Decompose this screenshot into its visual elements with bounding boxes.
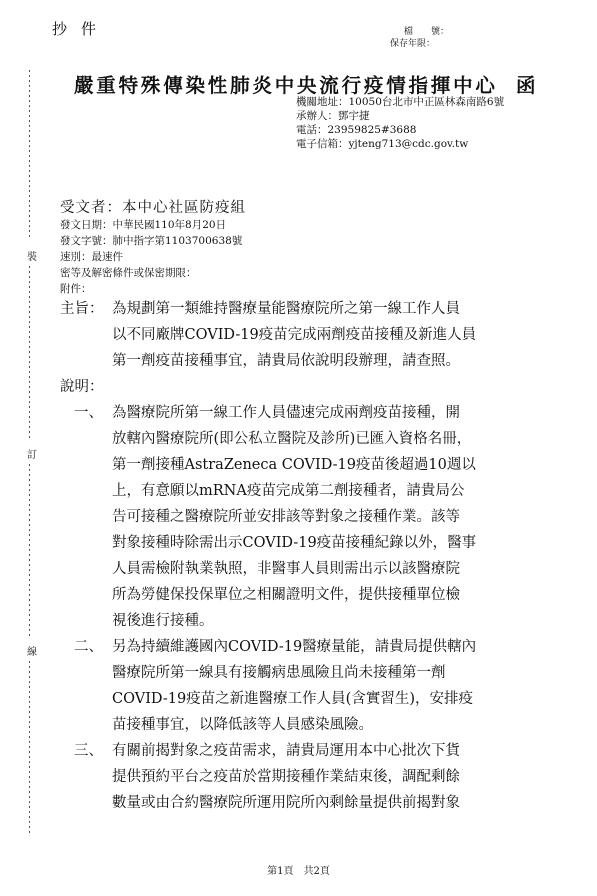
item-line: 告可接種之醫療院所並安排該等對象之接種作業。該等 [112, 509, 460, 525]
item-line: 數量或由合約醫療院所運用院所內剩餘量提供前揭對象 [112, 795, 460, 811]
binding-mark-stitch: 訂 [27, 450, 37, 461]
subject-label: 主旨： [60, 301, 104, 317]
item-line: COVID-19疫苗之新進醫療工作人員(含實習生)，安排疫 [112, 691, 473, 707]
classification: 密等及解密條件或保密期限： [60, 267, 197, 279]
item-number: 一、 [74, 405, 103, 421]
binding-dotted-line [29, 464, 30, 636]
item-line: 有關前揭對象之疫苗需求，請貴局運用本中心批次下貨 [112, 743, 460, 759]
binding-dotted-line [29, 266, 30, 438]
item-number: 二、 [74, 639, 103, 655]
subject-line: 第一劑疫苗接種事宜，請貴局依說明段辦理，請查照。 [112, 353, 460, 369]
item-line: 醫療院所第一線具有接觸病患風險且尚未接種第一劑 [112, 665, 446, 681]
item-line: 對象接種時除需出示COVID-19疫苗接種紀錄以外，醫事 [112, 535, 477, 551]
page-footer: 第1頁 共2頁 [267, 866, 330, 877]
agency-title: 嚴重特殊傳染性肺炎中央流行疫情指揮中心 [74, 74, 498, 97]
recipient: 受文者：本中心社區防疫組 [60, 200, 246, 216]
contact-phone: 電話：23959825#3688 [296, 124, 417, 136]
item-line: 為醫療院所第一線工作人員儘速完成兩劑疫苗接種，開 [112, 405, 460, 421]
item-line: 視後進行接種。 [112, 613, 214, 629]
binding-dotted-line [29, 661, 30, 833]
document-type: 函 [516, 74, 536, 97]
binding-mark-bind: 裝 [27, 252, 37, 263]
subject-line: 以不同廠牌COVID-19疫苗完成兩劑疫苗接種及新進人員 [112, 327, 477, 343]
item-line: 苗接種事宜，以降低該等人員感染風險。 [112, 717, 373, 733]
binding-mark-line: 線 [27, 647, 37, 658]
item-number: 三、 [74, 743, 103, 759]
item-line: 另為持續維護國內COVID-19醫療量能，請貴局提供轄內 [112, 639, 477, 655]
contact-handler: 承辦人：鄧宇捷 [296, 110, 370, 122]
attachments: 附件： [60, 283, 92, 295]
issue-date: 發文日期：中華民國110年8月20日 [60, 219, 227, 231]
explanation-label: 說明： [60, 379, 104, 395]
subject-line: 為規劃第一類維持醫療量能醫療院所之第一線工作人員 [112, 301, 460, 317]
item-line: 提供預約平台之疫苗於當期接種作業結束後，調配剩餘 [112, 769, 460, 785]
retention-label: 保存年限： [390, 39, 436, 49]
copy-mark: 抄件 [52, 20, 111, 38]
contact-address: 機關地址：10050台北市中正區林森南路6號 [296, 96, 505, 108]
document-number: 發文字號：肺中指字第1103700638號 [60, 235, 243, 247]
item-line: 上，有意願以mRNA疫苗完成第二劑接種者，請貴局公 [112, 483, 465, 499]
item-line: 放轄內醫療院所(即公私立醫院及診所)已匯入資格名冊， [112, 431, 472, 447]
contact-email: 電子信箱：yjteng713@cdc.gov.tw [296, 138, 469, 150]
file-number-label: 檔 號： [404, 27, 450, 37]
item-line: 所為勞健保投保單位之相關證明文件，提供接種單位檢 [112, 587, 460, 603]
item-line: 人員需檢附執業執照，非醫事人員則需出示以該醫療院 [112, 561, 460, 577]
item-line: 第一劑接種AstraZeneca COVID-19疫苗後超過10週以 [112, 457, 476, 473]
binding-dotted-line [29, 70, 30, 240]
urgency: 速別：最速件 [60, 251, 123, 263]
